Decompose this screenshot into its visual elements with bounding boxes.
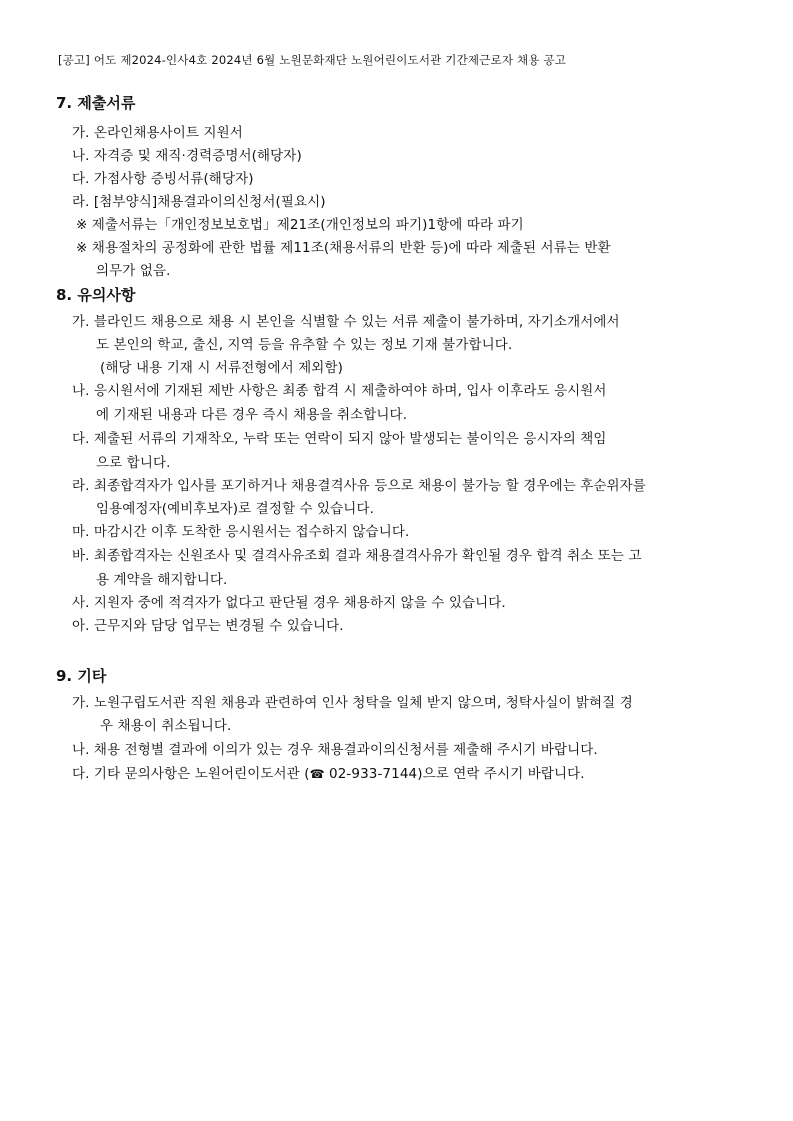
- submission-item: 가. 온라인채용사이트 지원서: [72, 125, 243, 141]
- submission-note: ※ 제출서류는「개인정보보호법」제21조(개인정보의 파기)1항에 따라 파기: [76, 217, 524, 233]
- precaution-line: 사. 지원자 중에 적격자가 없다고 판단될 경우 채용하지 않을 수 있습니다.: [72, 595, 506, 611]
- submission-item: 라. [첨부양식]채용결과이의신청서(필요시): [72, 194, 326, 210]
- contact-line: [72, 762, 585, 782]
- others-line: 가. 노원구립도서관 직원 채용과 관련하여 인사 청탁을 일체 받지 않으며, 청탁사실이 밝혀질 경: [72, 695, 633, 711]
- precaution-line: 도 본인의 학교, 출신, 지역 등을 유추할 수 있는 정보 기재 불가합니다.: [96, 337, 513, 353]
- precaution-line: 바. 최종합격자는 신원조사 및 결격사유조회 결과 채용결격사유가 확인될 경우 합격 취소 또는 고: [72, 548, 642, 564]
- precaution-line: (해당 내용 기재 시 서류전형에서 제외함): [100, 360, 343, 376]
- section-title-others: 9. 기타: [56, 667, 107, 685]
- precaution-line: 용 계약을 해지합니다.: [96, 572, 228, 588]
- precaution-line: 가. 블라인드 채용으로 채용 시 본인을 식별할 수 있는 서류 제출이 불가하며, 자기소개서에서: [72, 314, 620, 330]
- precaution-line: 으로 합니다.: [96, 455, 171, 471]
- precaution-line: 에 기재된 내용과 다른 경우 즉시 채용을 취소합니다.: [96, 407, 408, 423]
- precaution-line: 다. 제출된 서류의 기재착오, 누락 또는 연락이 되지 않아 발생되는 불이익은 응시자의 책임: [72, 431, 607, 447]
- others-line: 나. 채용 전형별 결과에 이의가 있는 경우 채용결과이의신청서를 제출해 주시기 바랍니다.: [72, 742, 598, 758]
- contact-prefix: 다. 기타 문의사항은 노원어린이도서관 (: [72, 766, 310, 782]
- precaution-line: 라. 최종합격자가 입사를 포기하거나 채용결격사유 등으로 채용이 불가능 할 경우에는 후순위자를: [72, 478, 646, 494]
- others-line: 우 채용이 취소됩니다.: [100, 718, 232, 734]
- document-header: [공고] 어도 제2024-인사4호 2024년 6월 노원문화재단 노원어린이도서관 기간제근로자 채용 공고: [58, 53, 567, 67]
- precaution-line: 임용예정자(예비후보자)로 결정할 수 있습니다.: [96, 501, 374, 517]
- submission-item: 나. 자격증 및 재직·경력증명서(해당자): [72, 148, 302, 164]
- precaution-line: 나. 응시원서에 기재된 제반 사항은 최종 합격 시 제출하여야 하며, 입사 이후라도 응시원서: [72, 383, 607, 399]
- submission-note-continuation: 의무가 없음.: [96, 263, 171, 279]
- precaution-line: 마. 마감시간 이후 도착한 응시원서는 접수하지 않습니다.: [72, 524, 410, 540]
- phone-icon: ☎: [309, 767, 325, 781]
- submission-note: ※ 채용절차의 공정화에 관한 법률 제11조(채용서류의 반환 등)에 따라 제출된 서류는 반환: [76, 240, 611, 256]
- submission-item: 다. 가점사항 증빙서류(해당자): [72, 171, 254, 187]
- precaution-line: 아. 근무지와 담당 업무는 변경될 수 있습니다.: [72, 618, 344, 634]
- section-title-precautions: 8. 유의사항: [56, 286, 136, 304]
- section-title-submission-documents: 7. 제출서류: [56, 94, 136, 112]
- contact-suffix: )으로 연락 주시기 바랍니다.: [417, 766, 585, 782]
- contact-phone-number: 02-933-7144: [324, 766, 418, 782]
